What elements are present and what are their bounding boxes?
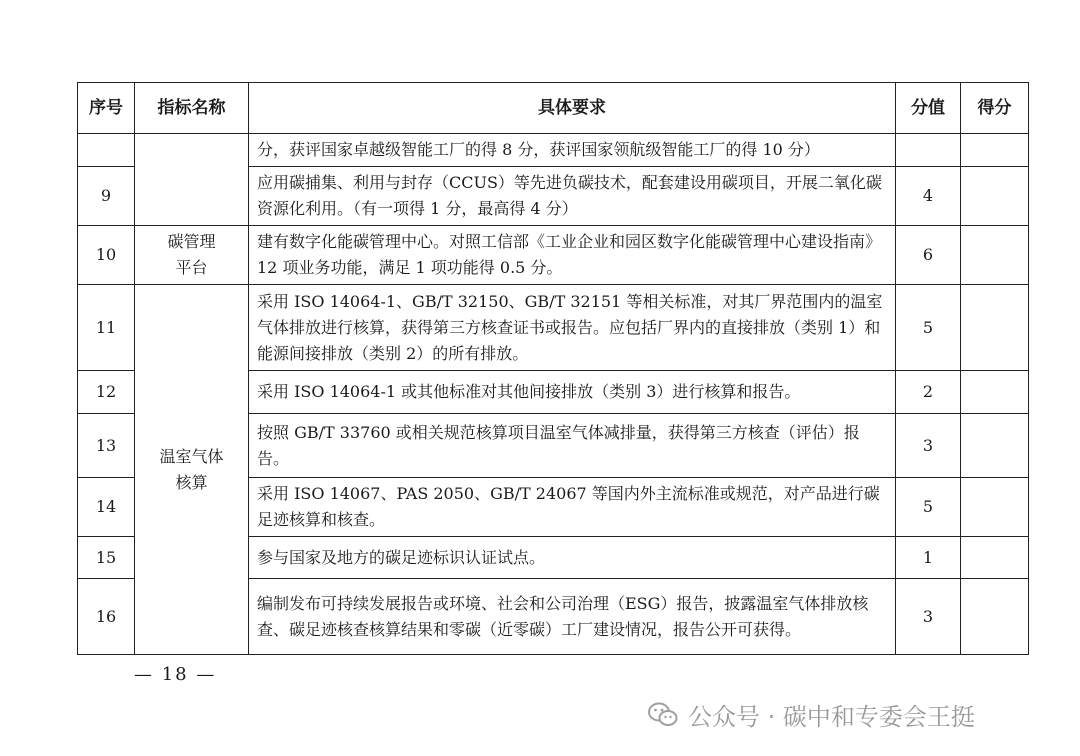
group-label-line: 核算 xyxy=(175,472,208,492)
group-ghg-accounting xyxy=(135,285,249,655)
header-score: 分值 xyxy=(896,83,961,134)
row-no: 15 xyxy=(78,537,135,579)
group-label-line: 温室气体 xyxy=(159,446,224,466)
watermark-text: 公众号 · 碳中和专委会王挺 xyxy=(688,703,975,731)
table-row xyxy=(78,226,1029,285)
row-got xyxy=(961,134,1029,167)
group-carbon-platform xyxy=(135,226,249,285)
row-score: 2 xyxy=(896,371,961,414)
header-got: 得分 xyxy=(961,83,1029,134)
table-header-row xyxy=(78,83,1029,134)
row-requirement: 采用 ISO 14064-1、GB/T 32150、GB/T 32151 等相关标准，对其厂界范围内的温室气体排放进行核算，获得第三方核查证书或报告。应包括厂界内的直接排放（类别 1）和能源间接排放（类别 2）的所有排放。 xyxy=(249,285,896,371)
row-got xyxy=(961,226,1029,285)
page-number: — 18 — xyxy=(134,664,217,685)
row-no: 11 xyxy=(78,285,135,371)
row-requirement: 应用碳捕集、利用与封存（CCUS）等先进负碳技术，配套建设用碳项目，开展二氧化碳资源化利用。（有一项得 1 分，最高得 4 分） xyxy=(249,167,896,226)
group-label-line: 平台 xyxy=(175,258,208,277)
row-no: 9 xyxy=(78,167,135,226)
row-got xyxy=(961,579,1029,655)
row-requirement: 采用 ISO 14067、PAS 2050、GB/T 24067 等国内外主流标准或规范，对产品进行碳足迹核算和核查。 xyxy=(249,478,896,537)
row-score: 4 xyxy=(896,167,961,226)
row-no: 10 xyxy=(78,226,135,285)
row-requirement: 参与国家及地方的碳足迹标识认证试点。 xyxy=(249,537,896,579)
row-name-empty xyxy=(135,134,249,226)
header-no: 序号 xyxy=(78,83,135,134)
watermark xyxy=(648,697,975,732)
table-row xyxy=(78,134,1029,167)
row-requirement: 分，获评国家卓越级智能工厂的得 8 分，获评国家领航级智能工厂的得 10 分） xyxy=(249,134,896,167)
row-no xyxy=(78,134,135,167)
row-score: 3 xyxy=(896,579,961,655)
row-no: 12 xyxy=(78,371,135,414)
row-got xyxy=(961,285,1029,371)
row-score xyxy=(896,134,961,167)
requirements-table xyxy=(77,82,1029,655)
row-score: 5 xyxy=(896,478,961,537)
row-requirement: 编制发布可持续发展报告或环境、社会和公司治理（ESG）报告，披露温室气体排放核查、碳足迹核查核算结果和零碳（近零碳）工厂建设情况，报告公开可获得。 xyxy=(249,579,896,655)
row-requirement: 建有数字化能碳管理中心。对照工信部《工业企业和园区数字化能碳管理中心建设指南》12 项业务功能，满足 1 项功能得 0.5 分。 xyxy=(249,226,896,285)
row-no: 13 xyxy=(78,414,135,478)
row-got xyxy=(961,414,1029,478)
header-name: 指标名称 xyxy=(135,83,249,134)
row-got xyxy=(961,537,1029,579)
row-no: 16 xyxy=(78,579,135,655)
row-score: 6 xyxy=(896,226,961,285)
row-score: 5 xyxy=(896,285,961,371)
row-requirement: 采用 ISO 14064-1 或其他标准对其他间接排放（类别 3）进行核算和报告。 xyxy=(249,371,896,414)
row-requirement: 按照 GB/T 33760 或相关规范核算项目温室气体减排量，获得第三方核查（评估）报告。 xyxy=(249,414,896,478)
header-requirement: 具体要求 xyxy=(249,83,896,134)
row-got xyxy=(961,371,1029,414)
row-score: 3 xyxy=(896,414,961,478)
group-label-line: 碳管理 xyxy=(167,232,216,251)
row-got xyxy=(961,478,1029,537)
wechat-icon xyxy=(648,702,678,728)
table-row xyxy=(78,285,1029,371)
row-score: 1 xyxy=(896,537,961,579)
row-got xyxy=(961,167,1029,226)
row-no: 14 xyxy=(78,478,135,537)
